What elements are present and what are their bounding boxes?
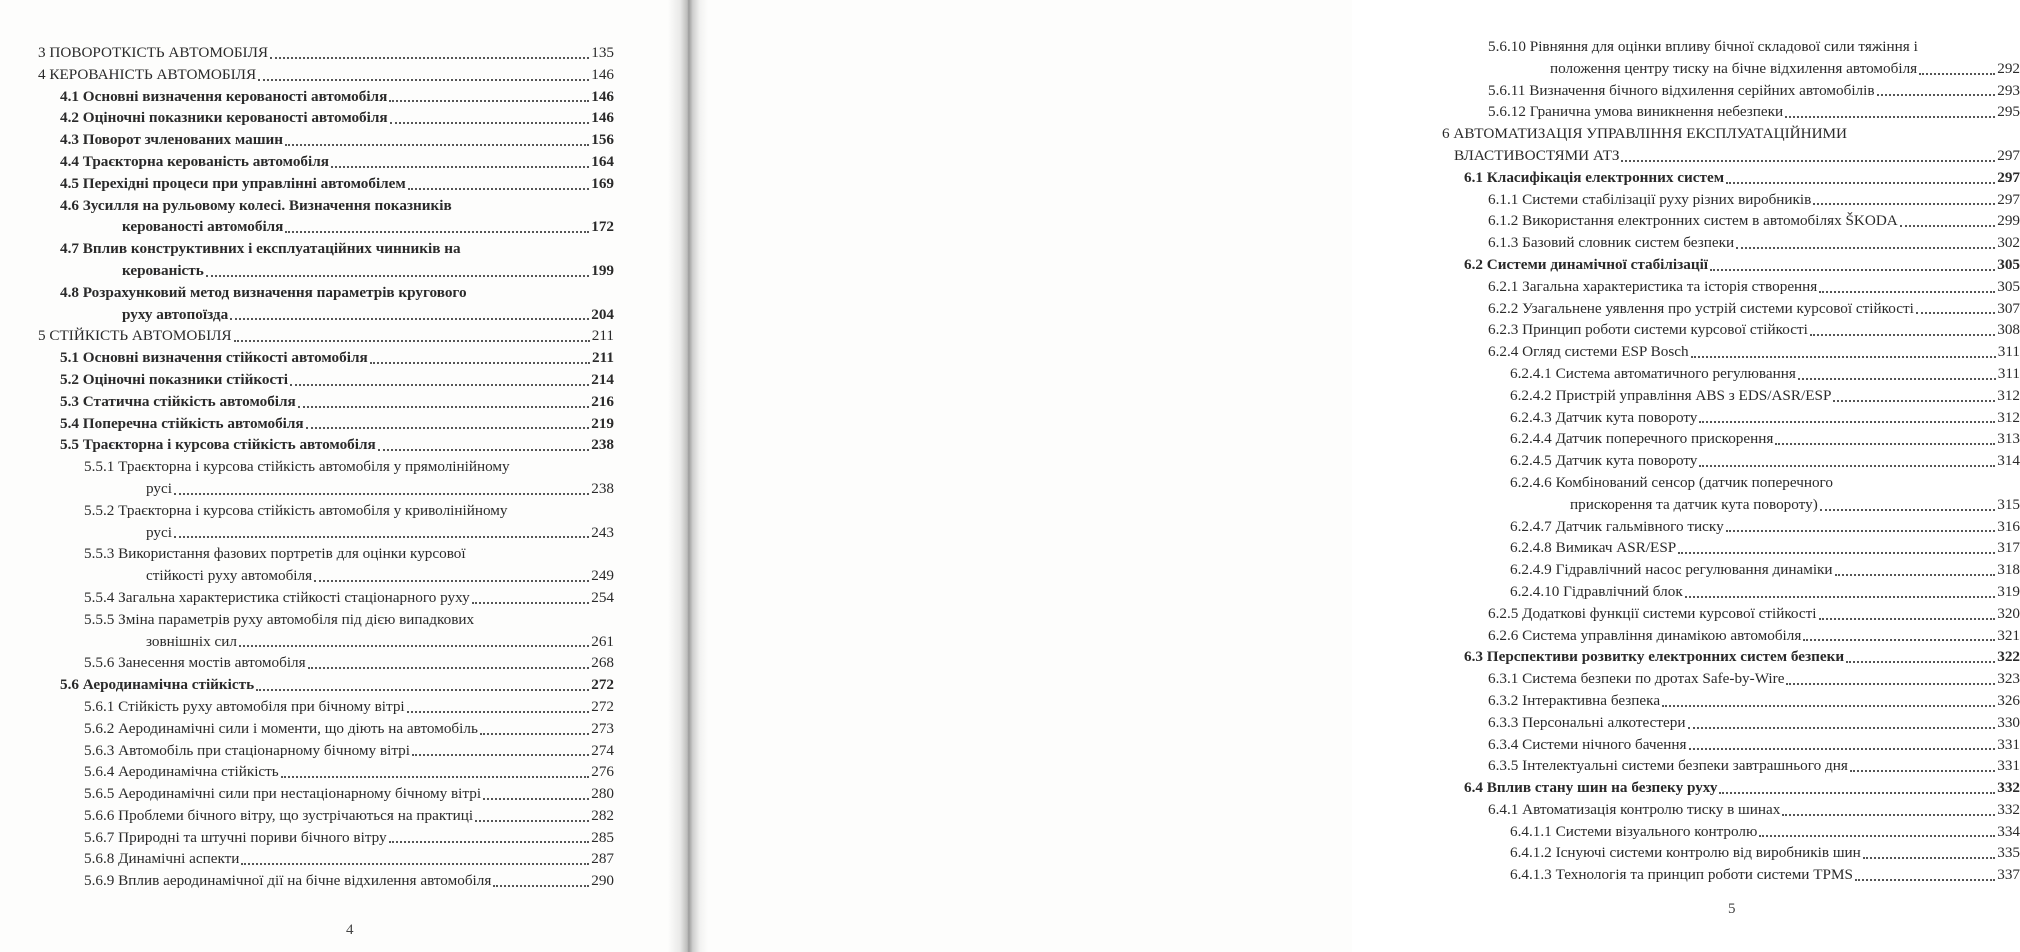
toc-entry [38, 805, 614, 827]
toc-entry-title: 5.6.6 Проблеми бічного вітру, що зустрічаються на практиці [84, 806, 474, 824]
dot-leader [1846, 661, 1995, 663]
toc-entry [38, 151, 614, 173]
toc-entry [38, 587, 614, 609]
toc-entry-page: 290 [591, 872, 614, 890]
dot-leader [298, 406, 589, 408]
toc-entry-title: 5.6.12 Гранична умова виникнення небезпеки [1488, 103, 1784, 121]
toc-entry [38, 761, 614, 783]
toc-entry [38, 434, 614, 456]
toc-entry-title: 6.1 Класифікація електронних систем [1464, 168, 1725, 186]
toc-entry-page: 337 [1997, 866, 2020, 884]
toc-entry-page: 169 [591, 174, 614, 192]
toc-entry-title: 5.6 Аеродинамічна стійкість [60, 676, 255, 694]
left-page [0, 0, 690, 952]
toc-entry-title-continuation: руху автопоїзда [122, 305, 229, 323]
dot-leader [378, 449, 590, 451]
toc-entry-title: 5.6.8 Динамічні аспекти [84, 850, 240, 868]
toc-entry-title: 5.2 Оціночні показники стійкості [60, 370, 288, 388]
dot-leader [472, 602, 590, 604]
toc-entry-page: 243 [591, 523, 614, 541]
toc-entry-page: 156 [591, 131, 614, 149]
toc-entry-page: 238 [591, 479, 614, 497]
toc-entry [1442, 777, 2020, 799]
dot-leader [258, 79, 589, 81]
dot-leader [370, 362, 590, 364]
toc-entry-page: 302 [1997, 234, 2020, 252]
toc-entry-page: 295 [1997, 103, 2020, 121]
dot-leader [1785, 116, 1995, 118]
toc-entry-title: 6.2.4.7 Датчик гальмівного тиску [1510, 517, 1724, 535]
dot-leader [407, 711, 590, 713]
toc-entry-page: 317 [1997, 539, 2020, 557]
dot-leader [1820, 509, 1995, 511]
toc-entry-title: 5.6.4 Аеродинамічна стійкість [84, 763, 279, 781]
toc-entry [38, 543, 614, 587]
dot-leader [1685, 596, 1996, 598]
toc-entry-title: 5.5.4 Загальна характеристика стійкості стаціонарного руху [84, 588, 470, 606]
dot-leader [256, 689, 589, 691]
toc-entry-page: 268 [591, 654, 614, 672]
toc-entry-page: 311 [1997, 343, 2020, 361]
toc-entry-title: 4.4 Траєкторна керованість автомобіля [60, 152, 329, 170]
toc-entry-page: 297 [1997, 168, 2020, 186]
toc-entry-title: 6.2.4.10 Гідравлічний блок [1510, 582, 1683, 600]
toc-entry [1442, 537, 2020, 559]
toc-entry-title-continuation: керованість [122, 261, 204, 279]
toc-entry-title: 6.2 Системи динамічної стабілізації [1464, 255, 1709, 273]
toc-entry-title: 6.2.4.9 Гідравлічний насос регулювання динаміки [1510, 561, 1833, 579]
toc-entry-page: 335 [1997, 844, 2020, 862]
toc-entry-page: 332 [1997, 779, 2020, 797]
toc-entry [38, 718, 614, 740]
toc-entry-title: 6.3.5 Інтелектуальні системи безпеки завтрашнього дня [1488, 757, 1848, 775]
dot-leader [1798, 378, 1996, 380]
toc-entry-page: 307 [1997, 299, 2020, 317]
dot-leader [1691, 356, 1996, 358]
dot-leader [285, 231, 589, 233]
toc-entry-page: 332 [1997, 800, 2020, 818]
dot-leader [389, 100, 589, 102]
toc-entry [38, 696, 614, 718]
toc-entry-title: 4.7 Вплив конструктивних і експлуатаційних чинників на [60, 240, 461, 258]
toc-entry-title: 5.6.10 Рівняння для оцінки впливу бічної складової сили тяжіння і [1488, 38, 1918, 55]
toc-entry [38, 740, 614, 762]
toc-entry-page: 146 [591, 87, 614, 105]
toc-entry [38, 870, 614, 892]
toc-entry-title: 5.6.3 Автомобіль при стаціонарному бічному вітрі [84, 741, 410, 759]
toc-entry [38, 238, 614, 282]
toc-entry [1442, 668, 2020, 690]
toc-entry [1442, 232, 2020, 254]
dot-leader [480, 733, 589, 735]
dot-leader [290, 384, 589, 386]
toc-entry-title: 6.2.4.6 Комбінований сенсор (датчик поперечного [1510, 473, 1833, 491]
toc-entry [1442, 864, 2020, 886]
toc-entry [38, 325, 614, 347]
toc-entry-title: 6.2.4 Огляд системи ESP Bosch [1488, 343, 1689, 361]
dot-leader [1775, 443, 1995, 445]
toc-entry [1442, 472, 2020, 516]
toc-entry-title-continuation: ВЛАСТИВОСТЯМИ АТЗ [1454, 146, 1620, 164]
toc-entry [1442, 581, 2020, 603]
toc-entry [1442, 363, 2020, 385]
toc-entry-title: 6.2.4.1 Система автоматичного регулювання [1510, 364, 1796, 382]
toc-entry [1442, 450, 2020, 472]
toc-entry-title: 5.6.11 Визначення бічного відхилення серійних автомобілів [1488, 81, 1875, 99]
toc-entry [38, 347, 614, 369]
toc-entry-title: 5.6.2 Аеродинамічні сили і моменти, що діють на автомобіль [84, 719, 478, 737]
toc-entry-page: 297 [1997, 190, 2020, 208]
toc-entry-page: 293 [1997, 81, 2020, 99]
dot-leader [234, 340, 590, 342]
toc-entry-title-continuation: зовнішніх сил [146, 632, 237, 650]
dot-leader [1819, 618, 1996, 620]
dot-leader [1688, 727, 1996, 729]
toc-entry [1442, 407, 2020, 429]
toc-entry-page: 331 [1997, 757, 2020, 775]
toc-entry [1442, 842, 2020, 864]
toc-entry [38, 500, 614, 544]
dot-leader [174, 536, 589, 538]
toc-entry-title: 5.1 Основні визначення стійкості автомобіля [60, 349, 368, 367]
dot-leader [270, 57, 589, 59]
dot-leader [241, 863, 589, 865]
toc-entry-title: 5.4 Поперечна стійкість автомобіля [60, 414, 304, 432]
dot-leader [1699, 465, 1995, 467]
toc-entry [38, 674, 614, 696]
toc-entry-title: 4.8 Розрахунковий метод визначення параметрів кругового [60, 283, 467, 301]
dot-leader [331, 166, 589, 168]
toc-entry-title: 6.1.3 Базовий словник систем безпеки [1488, 234, 1735, 252]
toc-entry-title-continuation: русі [146, 523, 172, 541]
toc-entry-page: 305 [1997, 255, 2020, 273]
toc-entry [1442, 254, 2020, 276]
toc-entry-title: 4.1 Основні визначення керованості автомобіля [60, 87, 388, 105]
toc-entry [38, 827, 614, 849]
dot-leader [206, 275, 589, 277]
toc-entry-title: 4.2 Оціночні показники керованості автомобіля [60, 109, 388, 127]
toc-entry-title: 6.2.5 Додаткові функції системи курсової стійкості [1488, 604, 1817, 622]
toc-entry-title: 6.2.4.5 Датчик кута повороту [1510, 452, 1698, 470]
toc-entry-page: 318 [1997, 561, 2020, 579]
toc-entry-title: 6.2.4.8 Вимикач ASR/ESP [1510, 539, 1677, 557]
toc-entry-page: 238 [591, 436, 614, 454]
toc-entry-page: 146 [591, 109, 614, 127]
toc-entry [1442, 428, 2020, 450]
toc-entry [38, 369, 614, 391]
toc-entry-title: 6 АВТОМАТИЗАЦІЯ УПРАВЛІННЯ ЕКСПЛУАТАЦІЙНИМИ [1442, 125, 1848, 143]
toc-entry-page: 292 [1997, 59, 2020, 77]
toc-entry-page: 272 [591, 697, 614, 715]
toc-entry-page: 146 [591, 65, 614, 83]
toc-entry-page: 313 [1997, 430, 2020, 448]
toc-entry-title: 6.3.1 Система безпеки по дротах Safe-by-Wire [1488, 670, 1785, 688]
toc-entry-title: 4.5 Перехідні процеси при управлінні автомобілем [60, 174, 406, 192]
dot-leader [308, 667, 590, 669]
toc-entry [1442, 36, 2020, 80]
toc-entry [1442, 799, 2020, 821]
dot-leader [1916, 312, 1995, 314]
toc-entry-title-continuation: русі [146, 479, 172, 497]
toc-entry [1442, 625, 2020, 647]
toc-entry-title-continuation: прискорення та датчик кута повороту) [1570, 495, 1818, 513]
toc-entry-page: 316 [1997, 517, 2020, 535]
dot-leader [1678, 552, 1995, 554]
toc-entry-page: 272 [591, 676, 614, 694]
toc-entry [38, 609, 614, 653]
toc-entry [1442, 101, 2020, 123]
dot-leader [1699, 421, 1995, 423]
toc-entry-title: 5.5.5 Зміна параметрів руху автомобіля під дією випадкових [84, 610, 475, 628]
toc-entry-page: 274 [591, 741, 614, 759]
dot-leader [1662, 705, 1995, 707]
page-number-left: 4 [346, 922, 354, 938]
toc-entry-title: 6.2.3 Принцип роботи системи курсової стійкості [1488, 321, 1808, 339]
toc-entry-title: 6.4.1.1 Системи візуального контролю [1510, 822, 1758, 840]
toc-entry-title: 4.3 Поворот зчленованих машин [60, 131, 284, 149]
toc-entry-title: 6.2.4.2 Пристрій управління ABS з EDS/ASR/ESP [1510, 386, 1832, 404]
dot-leader [1900, 225, 1995, 227]
toc-entry [1442, 276, 2020, 298]
dot-leader [389, 841, 590, 843]
toc-entry-page: 297 [1997, 146, 2020, 164]
toc-entry-title: 5.5.1 Траєкторна і курсова стійкість автомобіля у прямолінійному [84, 458, 510, 476]
toc-entry-page: 305 [1997, 277, 2020, 295]
toc-entry-title: 5.5.3 Використання фазових портретів для оцінки курсової [84, 545, 466, 563]
toc-entry-page: 254 [591, 588, 614, 606]
toc-entry [1442, 167, 2020, 189]
toc-entry-title: 5.3 Статична стійкість автомобіля [60, 392, 296, 410]
toc-entry [1442, 690, 2020, 712]
toc-entry-page: 334 [1997, 822, 2020, 840]
toc-entry [1442, 646, 2020, 668]
toc-entry [1442, 385, 2020, 407]
toc-entry-page: 199 [591, 261, 614, 279]
toc-entry-title: 6.2.4.3 Датчик кута повороту [1510, 408, 1698, 426]
toc-entry-page: 219 [591, 414, 614, 432]
toc-entry-page: 211 [592, 349, 614, 367]
toc-entry-page: 276 [591, 763, 614, 781]
toc-entry-page: 321 [1997, 626, 2020, 644]
toc-entry-title: 6.1.1 Системи стабілізації руху різних виробників [1488, 190, 1812, 208]
dot-leader [1710, 269, 1995, 271]
toc-entry-page: 326 [1997, 691, 2020, 709]
toc-entry [1442, 755, 2020, 777]
toc-entry-page: 261 [591, 632, 614, 650]
toc-entry [1442, 821, 2020, 843]
toc-entry-page: 312 [1997, 408, 2020, 426]
toc-entry-title-continuation: стійкості руху автомобіля [146, 567, 313, 585]
toc-entry [1442, 559, 2020, 581]
toc-entry-title: 5.6.9 Вплив аеродинамічної дії на бічне відхилення автомобіля [84, 872, 492, 890]
toc-entry-page: 280 [591, 785, 614, 803]
dot-leader [281, 776, 589, 778]
toc-entry-title: 6.2.1 Загальна характеристика та історія створення [1488, 277, 1818, 295]
dot-leader [1877, 94, 1996, 96]
toc-entry-title: 4.6 Зусилля на рульовому колесі. Визначення показників [60, 196, 452, 214]
toc-entry-title: 6.4.1.3 Технологія та принцип роботи системи TPMS [1510, 866, 1853, 884]
toc-entry [1442, 603, 2020, 625]
book-gutter [668, 0, 708, 952]
toc-entry-title: 6.2.2 Узагальнене уявлення про устрій системи курсової стійкості [1488, 299, 1914, 317]
dot-leader [493, 885, 589, 887]
page-number-right: 5 [1728, 901, 1736, 917]
toc-entry-page: 319 [1997, 582, 2020, 600]
toc-entry [1442, 712, 2020, 734]
toc-entry [38, 391, 614, 413]
dot-leader [1819, 291, 1995, 293]
toc-entry-title: 6.4 Вплив стану шин на безпеку руху [1464, 779, 1718, 797]
dot-leader [1810, 334, 1995, 336]
toc-entry-title-continuation: положення центру тиску на бічне відхилення автомобіля [1550, 59, 1918, 77]
toc-entry-page: 216 [591, 392, 614, 410]
toc-entry [38, 456, 614, 500]
toc-entry-page: 312 [1997, 386, 2020, 404]
dot-leader [390, 122, 590, 124]
toc-entry-title: 4 КЕРОВАНІСТЬ АВТОМОБІЛЯ [38, 65, 257, 83]
toc-entry [38, 86, 614, 108]
toc-entry-page: 330 [1997, 713, 2020, 731]
dot-leader [1855, 879, 1995, 881]
toc-entry [38, 652, 614, 674]
dot-leader [475, 820, 589, 822]
dot-leader [483, 798, 589, 800]
toc-entry [38, 195, 614, 239]
table-of-contents-left [38, 42, 614, 892]
toc-entry-page: 314 [1997, 452, 2020, 470]
toc-entry-title: 5.5.2 Траєкторна і курсова стійкість автомобіля у криволінійному [84, 501, 508, 519]
dot-leader [1863, 857, 1995, 859]
toc-entry-page: 287 [591, 850, 614, 868]
toc-entry-page: 249 [591, 567, 614, 585]
dot-leader [239, 645, 589, 647]
toc-entry-page: 282 [591, 806, 614, 824]
toc-entry [1442, 734, 2020, 756]
toc-entry-page: 285 [591, 828, 614, 846]
dot-leader [1786, 683, 1995, 685]
toc-entry-title-continuation: керованості автомобіля [122, 218, 284, 236]
toc-entry-title: 6.3.4 Системи нічного бачення [1488, 735, 1687, 753]
toc-entry-page: 323 [1997, 670, 2020, 688]
toc-entry [1442, 319, 2020, 341]
toc-entry-page: 211 [591, 327, 614, 345]
toc-entry-title: 5 СТІЙКІСТЬ АВТОМОБІЛЯ [38, 327, 232, 345]
dot-leader [285, 144, 589, 146]
dot-leader [1919, 73, 1995, 75]
dot-leader [306, 427, 590, 429]
dot-leader [1689, 748, 1996, 750]
toc-entry-title: 5.6.1 Стійкість руху автомобіля при бічному вітрі [84, 697, 405, 715]
toc-entry-page: 320 [1997, 604, 2020, 622]
toc-entry-page: 308 [1997, 321, 2020, 339]
toc-entry-page: 315 [1997, 495, 2020, 513]
toc-entry-page: 214 [591, 370, 614, 388]
dot-leader [230, 318, 589, 320]
toc-entry-title: 6.4.1 Автоматизація контролю тиску в шинах [1488, 800, 1781, 818]
dot-leader [314, 580, 589, 582]
dot-leader [174, 493, 589, 495]
dot-leader [412, 754, 589, 756]
dot-leader [408, 188, 589, 190]
toc-entry [1442, 298, 2020, 320]
dot-leader [1759, 835, 1995, 837]
toc-entry-title: 6.2.4.4 Датчик поперечного прискорення [1510, 430, 1774, 448]
toc-entry-page: 299 [1997, 212, 2020, 230]
toc-entry-page: 273 [591, 719, 614, 737]
dot-leader [1833, 400, 1995, 402]
toc-entry [38, 282, 614, 326]
toc-entry-page: 204 [591, 305, 614, 323]
toc-entry [38, 783, 614, 805]
toc-entry-page: 172 [591, 218, 614, 236]
dot-leader [1726, 530, 1996, 532]
dot-leader [1719, 792, 1995, 794]
toc-entry-page: 164 [591, 152, 614, 170]
toc-entry [38, 129, 614, 151]
dot-leader [1736, 247, 1995, 249]
toc-entry-title: 6.2.6 Система управління динамікою автомобіля [1488, 626, 1802, 644]
toc-entry [38, 107, 614, 129]
toc-entry [1442, 516, 2020, 538]
dot-leader [1803, 639, 1995, 641]
toc-entry-title: 6.3.2 Інтерактивна безпека [1488, 691, 1661, 709]
toc-entry [38, 64, 614, 86]
toc-entry-title: 5.5.6 Занесення мостів автомобіля [84, 654, 306, 672]
toc-entry-page: 331 [1997, 735, 2020, 753]
dot-leader [1835, 574, 1996, 576]
toc-entry [1442, 123, 2020, 167]
toc-entry [1442, 341, 2020, 363]
toc-entry-title: 5.6.5 Аеродинамічні сили при нестаціонарному бічному вітрі [84, 785, 482, 803]
toc-entry-title: 6.1.2 Використання електронних систем в автомобілях ŠKODA [1488, 212, 1898, 230]
toc-entry-title: 6.3.3 Персональні алкотестери [1488, 713, 1686, 731]
toc-entry [1442, 80, 2020, 102]
toc-entry-page: 135 [591, 44, 614, 61]
toc-entry [1442, 189, 2020, 211]
table-of-contents-right [1442, 36, 2020, 886]
dot-leader [1850, 770, 1995, 772]
dot-leader [1782, 814, 1995, 816]
toc-entry-title: 5.6.7 Природні та штучні пориви бічного вітру [84, 828, 387, 846]
dot-leader [1726, 182, 1995, 184]
toc-entry-title: 3 ПОВОРОТКІСТЬ АВТОМОБІЛЯ [38, 44, 269, 61]
toc-entry [38, 413, 614, 435]
toc-entry-title: 6.4.1.2 Існуючі системи контролю від виробників шин [1510, 844, 1861, 862]
toc-entry [1442, 210, 2020, 232]
toc-entry-title: 5.5 Траєкторна і курсова стійкість автомобіля [60, 436, 376, 454]
dot-leader [1621, 160, 1995, 162]
right-page [690, 0, 2020, 952]
toc-entry-page: 322 [1997, 648, 2020, 666]
toc-entry [38, 42, 614, 64]
toc-entry-title: 6.3 Перспективи розвитку електронних систем безпеки [1464, 648, 1845, 666]
dot-leader [1813, 203, 1995, 205]
toc-entry-page: 311 [1997, 364, 2020, 382]
toc-entry [38, 173, 614, 195]
toc-entry [38, 848, 614, 870]
